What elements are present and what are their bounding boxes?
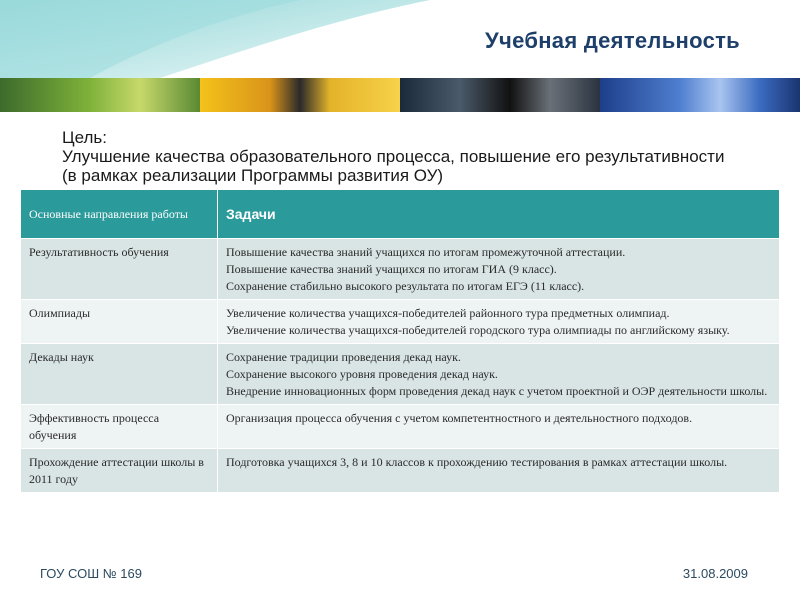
- tasks-cell: [218, 405, 780, 449]
- direction-cell: Прохождение аттестации школы в 2011 году: [21, 449, 218, 493]
- task-item: Сохранение традиции проведения декад наук.: [226, 350, 461, 364]
- tasks-cell: [218, 300, 780, 344]
- tasks-cell: [218, 449, 780, 493]
- table-row: [21, 300, 780, 344]
- banner-photo-dark: [400, 78, 600, 112]
- task-item: Внедрение инновационных форм проведения декад наук с учетом проектной и ОЭР деятельности школы.: [226, 384, 768, 398]
- table-row: [21, 239, 780, 300]
- direction-cell: Эффективность процесса обучения: [21, 405, 218, 449]
- table-row: [21, 405, 780, 449]
- photo-banner: [0, 78, 800, 112]
- tasks-table-container: [20, 189, 780, 493]
- goal-block: [62, 128, 742, 185]
- task-item: Повышение качества знаний учащихся по итогам промежуточной аттестации.: [226, 245, 626, 259]
- table-row: [21, 449, 780, 493]
- task-item: Увеличение количества учащихся-победителей городского тура олимпиады по английскому языку.: [226, 323, 730, 337]
- table-header-row: [21, 190, 780, 239]
- direction-cell: Декады наук: [21, 344, 218, 405]
- goal-text: Улучшение качества образовательного процесса, повышение его результативности (в рамках реализации Программы развития ОУ): [62, 147, 725, 185]
- footer-date: 31.08.2009: [682, 566, 748, 581]
- task-item: Сохранение высокого уровня проведения декад наук.: [226, 367, 498, 381]
- tasks-cell: [218, 239, 780, 300]
- tasks-cell: [218, 344, 780, 405]
- task-item: Повышение качества знаний учащихся по итогам ГИА (9 класс).: [226, 262, 557, 276]
- banner-photo-keyboard: [600, 78, 800, 112]
- direction-cell: Результативность обучения: [21, 239, 218, 300]
- column-header-directions: Основные направления работы: [21, 190, 218, 239]
- task-item: Сохранение стабильно высокого результата по итогам ЕГЭ (11 класс).: [226, 279, 585, 293]
- task-item: Организация процесса обучения с учетом компетентностного и деятельностного подходов.: [226, 411, 693, 425]
- banner-photo-gold: [200, 78, 400, 112]
- task-item: Увеличение количества учащихся-победителей районного тура предметных олимпиад.: [226, 306, 670, 320]
- tasks-table: [20, 189, 780, 493]
- column-header-tasks: Задачи: [218, 190, 780, 239]
- direction-cell: Олимпиады: [21, 300, 218, 344]
- table-row: [21, 344, 780, 405]
- banner-photo-green: [0, 78, 200, 112]
- task-item: Подготовка учащихся 3, 8 и 10 классов к прохождению тестирования в рамках аттестации школы.: [226, 455, 728, 469]
- slide-title: Учебная деятельность: [485, 28, 740, 53]
- goal-label: Цель:: [62, 128, 107, 147]
- footer-school: ГОУ СОШ № 169: [40, 566, 142, 581]
